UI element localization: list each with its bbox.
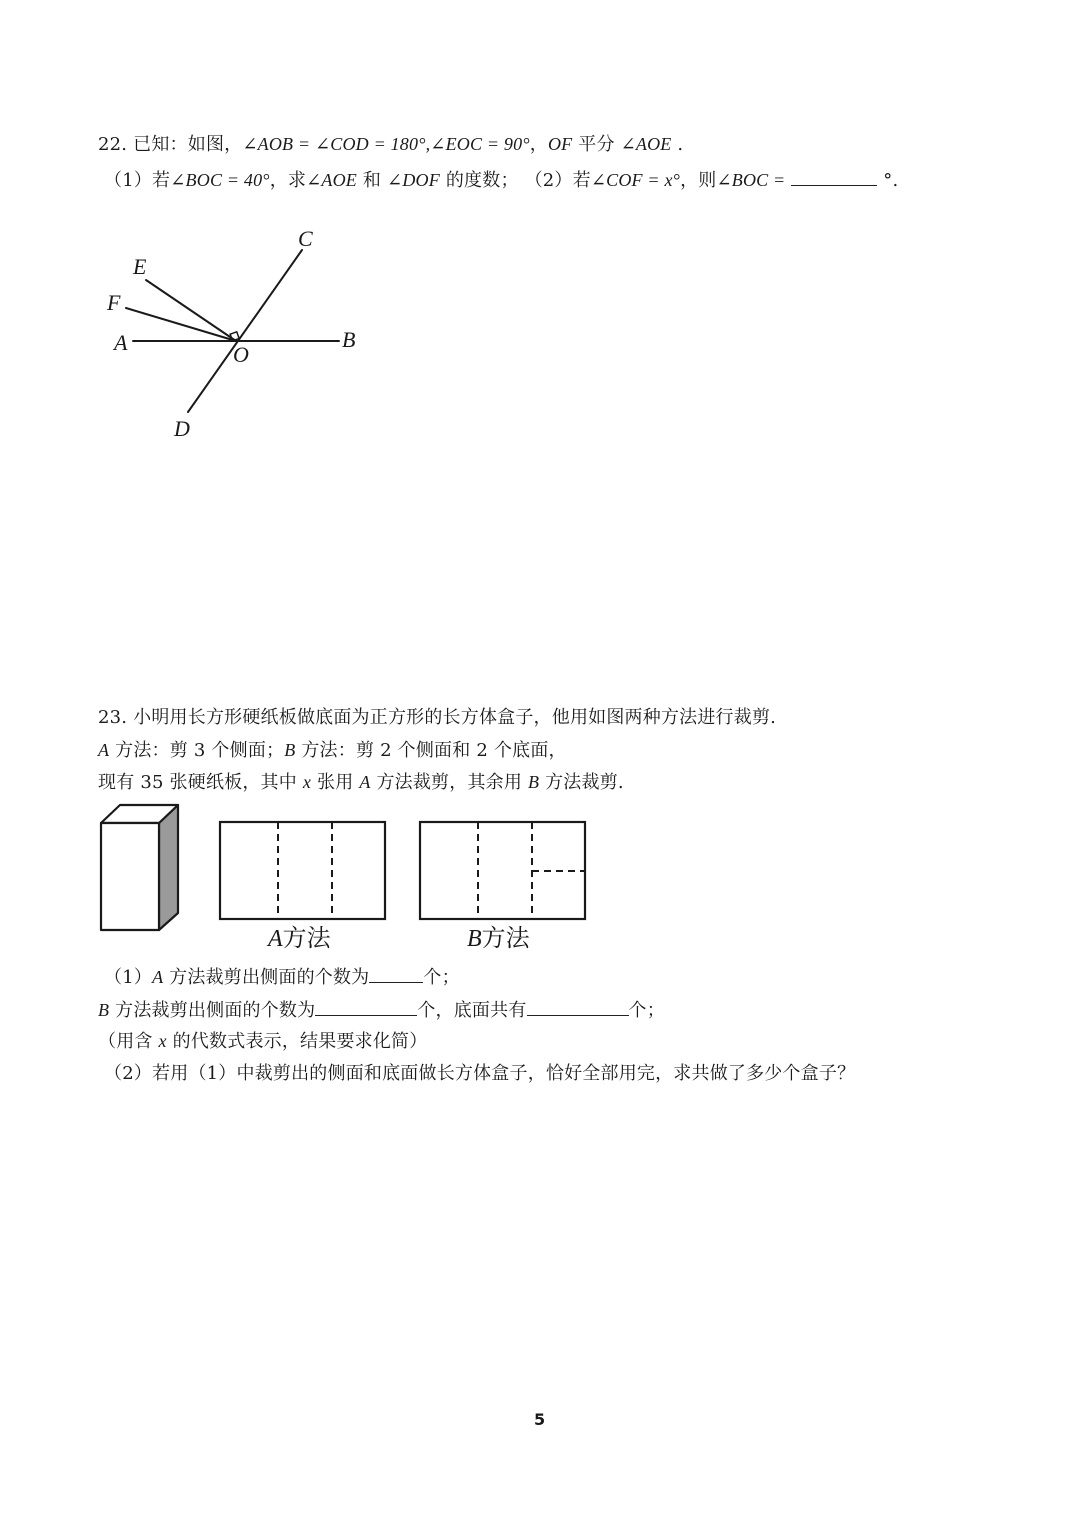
q22-p1-a1: ∠AOE: [306, 170, 357, 190]
caption-b-letter: B: [467, 926, 482, 952]
q22-p1-ask: ，求: [269, 170, 307, 191]
q23-number: 23.: [98, 707, 128, 728]
q23-s1-unit: 个；: [423, 967, 460, 988]
label-f: F: [107, 290, 121, 315]
q23-l3-x: x: [302, 772, 312, 792]
q23-sub-1: [104, 964, 460, 990]
label-a: A: [114, 330, 128, 355]
q23-s3-pre: （用含: [98, 1031, 159, 1052]
q22-p1-a2: ∠DOF: [387, 170, 440, 190]
q23-l3-pre: 现有 35 张硬纸板，其中: [98, 772, 303, 793]
q23-sub-2: [98, 997, 665, 1023]
q22-bisect-angle: ∠AOE: [620, 134, 672, 154]
caption-b: [467, 925, 531, 952]
q23-l3-end: 方法裁剪.: [539, 772, 624, 793]
caption-a: [266, 925, 332, 952]
q23-s1-label: （1）: [104, 967, 153, 988]
q23-method-b-text: 方法：剪 2 个侧面和 2 个底面，: [295, 740, 567, 761]
q22-p2-angle: ∠COF = x°: [590, 170, 681, 190]
q23-s3-text: 的代数式表示，结果要求化简）: [166, 1031, 428, 1052]
q22-p2-end: °.: [883, 170, 899, 191]
q23-s2-unit2: 个；: [628, 1000, 665, 1021]
q23-l3-a: A: [359, 772, 371, 792]
q23-s1-a: A: [152, 967, 164, 987]
q22-p1-label: （1）若: [104, 170, 171, 191]
q23-method-b-name: B: [284, 740, 296, 760]
q22-p1-and: 和: [356, 170, 388, 191]
method-a-board: [220, 822, 385, 919]
q23-s2-text: 方法裁剪出侧面的个数为: [109, 1000, 316, 1021]
q22-end: .: [677, 134, 684, 155]
label-b: B: [342, 327, 356, 352]
q23-s1-text: 方法裁剪出侧面的个数为: [163, 967, 370, 988]
q23-s1-blank[interactable]: [369, 964, 423, 983]
q22-given-sep: ，: [529, 134, 548, 155]
caption-b-text: 方法: [481, 926, 530, 952]
q23-s2-b: B: [98, 1000, 110, 1020]
caption-a-letter: A: [268, 926, 283, 952]
q22-bisect-word: 平分: [572, 134, 621, 155]
label-c: C: [298, 226, 313, 251]
q23-stem: 小明用长方形硬纸板做底面为正方形的长方体盒子，他用如图两种方法进行裁剪.: [133, 707, 777, 728]
q23-method-a-text: 方法：剪 3 个侧面；: [109, 740, 285, 761]
caption-a-text: 方法: [282, 926, 331, 952]
q23-l3-b: B: [527, 772, 540, 792]
q23-sub-4: [104, 1062, 855, 1086]
q22-intro: 已知：如图，: [133, 134, 243, 155]
q22-p1-angle: ∠BOC = 40°: [170, 170, 270, 190]
page-number: 5: [534, 1410, 546, 1429]
q22-given: ∠AOB = ∠COD = 180°,∠EOC = 90°: [242, 134, 530, 154]
label-o: O: [233, 342, 249, 367]
q22-p2-label: （2）若: [524, 170, 591, 191]
q22-p2-target: ∠BOC =: [716, 170, 786, 190]
q23-method-a-name: A: [98, 740, 110, 760]
q23-s2-blank-1[interactable]: [315, 997, 417, 1016]
q22-p1-tail: 的度数；: [439, 170, 519, 191]
q22-number: 22.: [98, 134, 128, 155]
cuboid-front-face: [101, 823, 159, 930]
q23-s3-x: x: [158, 1031, 167, 1051]
q23-sub-3: [98, 1029, 427, 1054]
label-e: E: [133, 254, 147, 279]
q23-l3-mid2: 方法裁剪，其余用: [370, 772, 528, 793]
q22-of: OF: [547, 134, 573, 154]
label-d: D: [174, 416, 190, 441]
q22-p2-then: ，则: [680, 170, 717, 191]
q23-l3-mid: 张用: [311, 772, 360, 793]
cuboid-side-face: [159, 805, 178, 930]
q23-s4: （2）若用（1）中裁剪出的侧面和底面做长方体盒子，恰好全部用完，求共做了多少个盒子？: [104, 1063, 856, 1084]
q23-s2-unit: 个，底面共有: [417, 1000, 527, 1021]
q23-s2-blank-2[interactable]: [527, 997, 629, 1016]
